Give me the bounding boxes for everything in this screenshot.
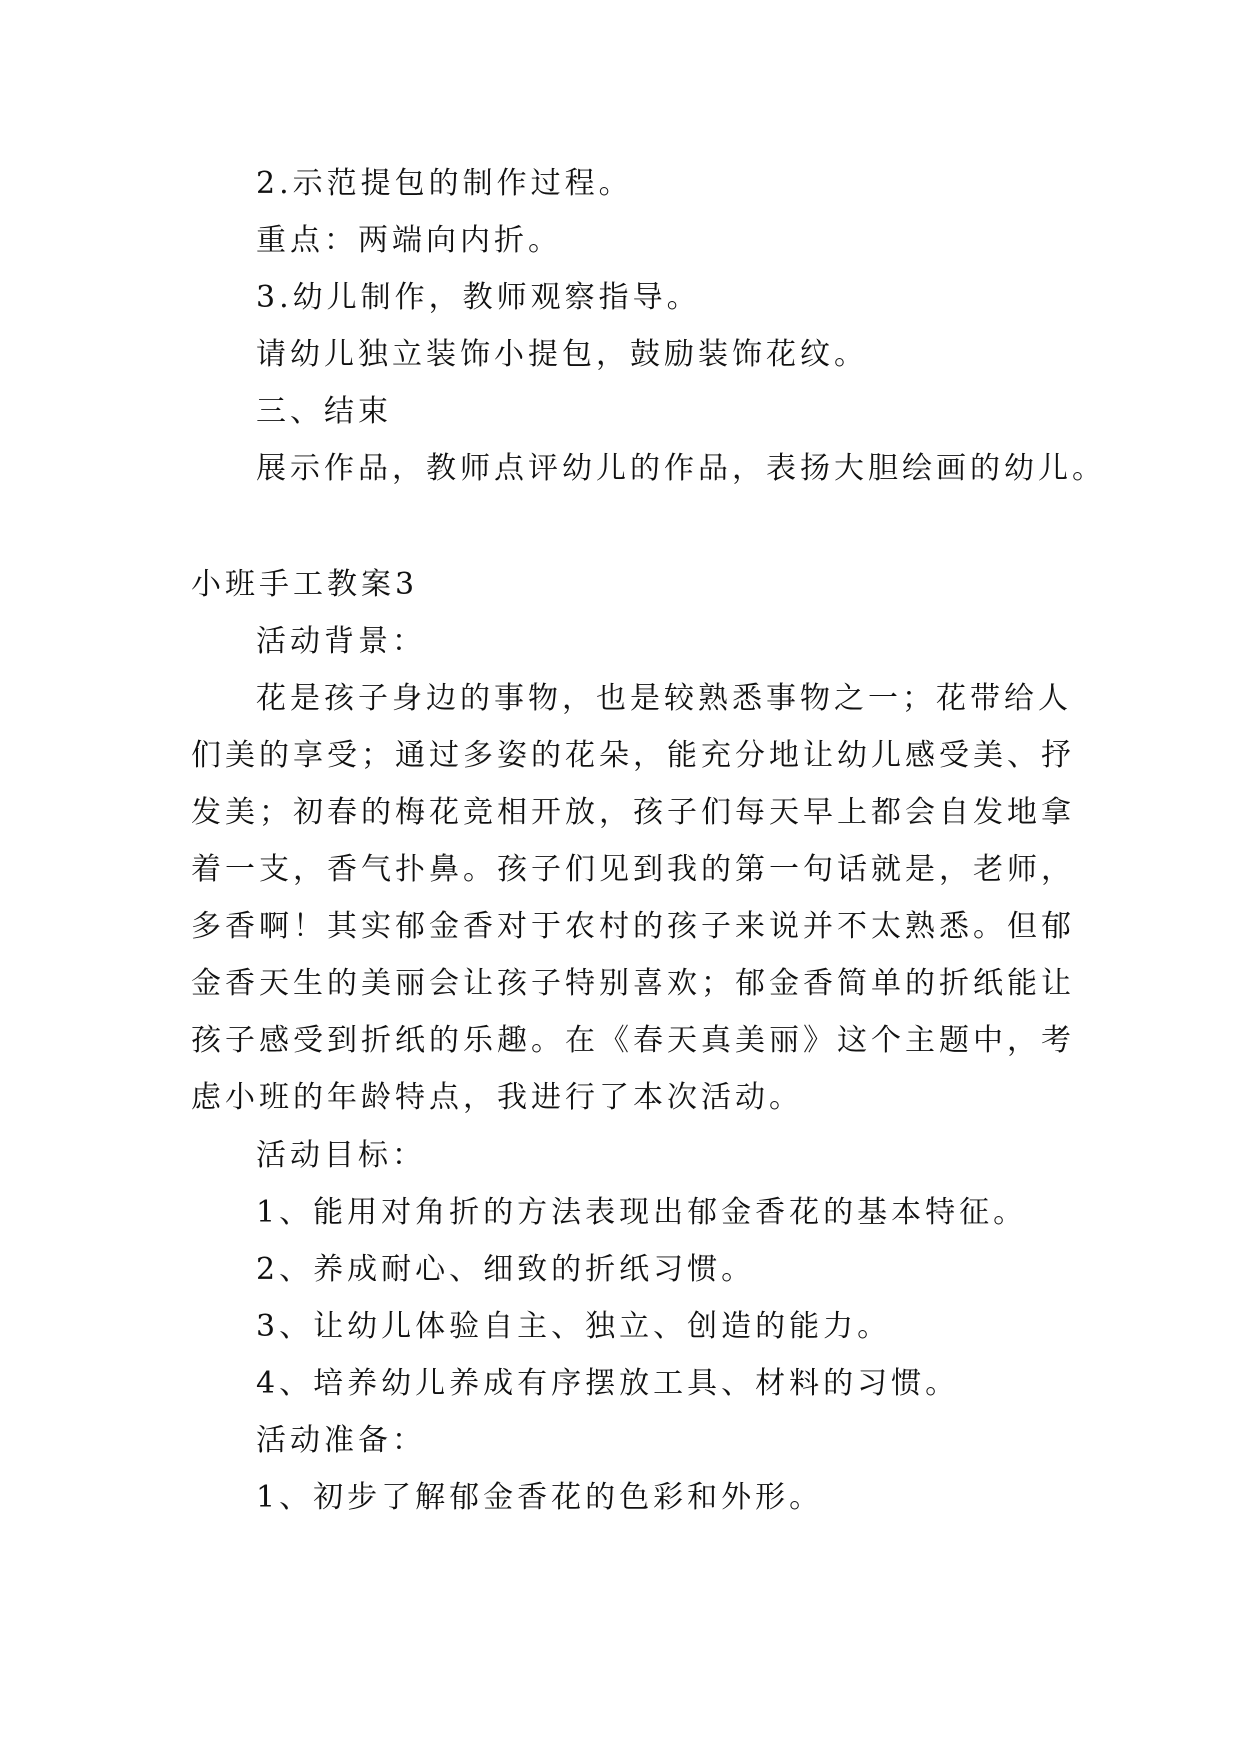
background-paragraph-line: 金香天生的美丽会让孩子特别喜欢；郁金香简单的折纸能让 <box>191 966 1075 1001</box>
goal-item: 2、养成耐心、细致的折纸习惯。 <box>256 1252 756 1287</box>
prep-item: 1、初步了解郁金香花的色彩和外形。 <box>256 1480 824 1515</box>
background-paragraph-line: 虑小班的年龄特点，我进行了本次活动。 <box>191 1080 803 1115</box>
lesson-title: 小班手工教案3 <box>191 567 419 602</box>
prep-heading: 活动准备： <box>256 1423 426 1458</box>
prev-ending-text: 展示作品，教师点评幼儿的作品，表扬大胆绘画的幼儿。 <box>256 451 1106 486</box>
goal-item: 1、能用对角折的方法表现出郁金香花的基本特征。 <box>256 1195 1028 1230</box>
goals-heading: 活动目标： <box>256 1138 426 1173</box>
background-paragraph-line: 着一支，香气扑鼻。孩子们见到我的第一句话就是，老师， <box>191 852 1075 887</box>
background-paragraph-line: 花是孩子身边的事物，也是较熟悉事物之一；花带给人 <box>256 681 1072 716</box>
background-paragraph-line: 孩子感受到折纸的乐趣。在《春天真美丽》这个主题中，考 <box>191 1023 1075 1058</box>
prev-step-2: 2.示范提包的制作过程。 <box>256 166 633 201</box>
background-paragraph-line: 多香啊！其实郁金香对于农村的孩子来说并不太熟悉。但郁 <box>191 909 1075 944</box>
prev-decorate: 请幼儿独立装饰小提包，鼓励装饰花纹。 <box>256 337 868 372</box>
background-paragraph-line: 们美的享受；通过多姿的花朵，能充分地让幼儿感受美、抒 <box>191 738 1075 773</box>
goal-item: 3、让幼儿体验自主、独立、创造的能力。 <box>256 1309 892 1344</box>
prev-step-3: 3.幼儿制作，教师观察指导。 <box>256 280 701 315</box>
background-paragraph-line: 发美；初春的梅花竞相开放，孩子们每天早上都会自发地拿 <box>191 795 1075 830</box>
background-heading: 活动背景： <box>256 624 426 659</box>
prev-keypoint: 重点：两端向内折。 <box>256 223 562 258</box>
goal-item: 4、培养幼儿养成有序摆放工具、材料的习惯。 <box>256 1366 960 1401</box>
prev-ending-heading: 三、结束 <box>256 394 392 429</box>
